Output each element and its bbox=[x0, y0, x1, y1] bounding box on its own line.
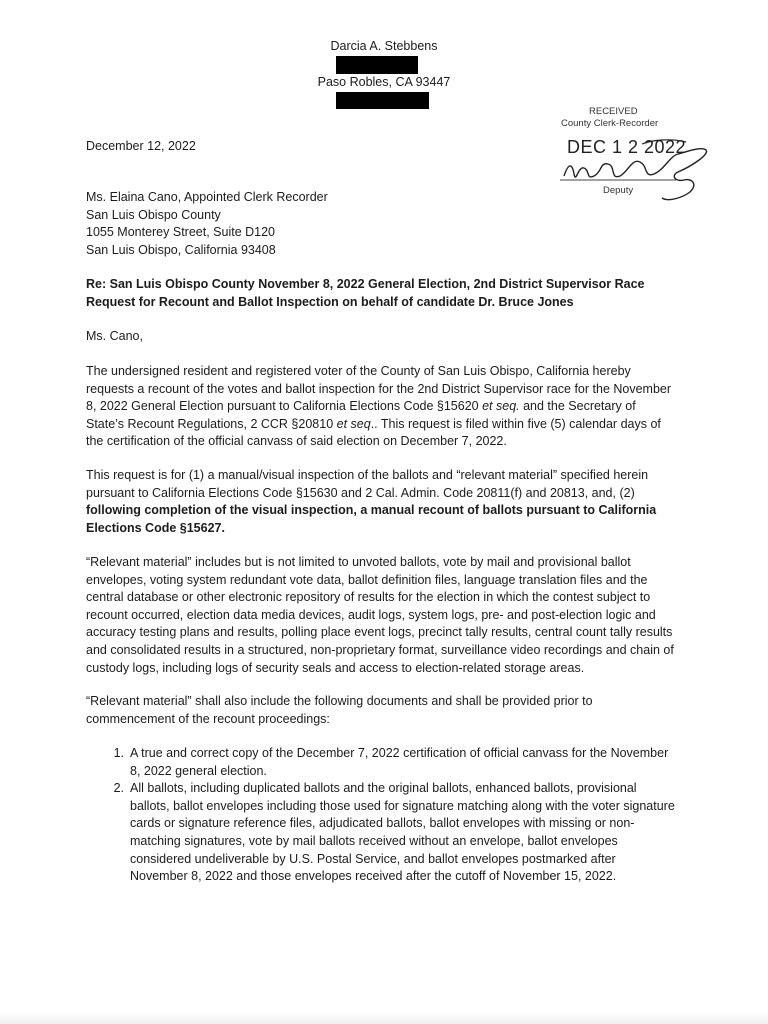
recipient-line: San Luis Obispo County bbox=[86, 207, 221, 222]
recipient-line: Ms. Elaina Cano, Appointed Clerk Recorder bbox=[86, 190, 328, 204]
sender-name: Darcia A. Stebbens bbox=[330, 39, 438, 53]
list-text: All ballots, including duplicated ballots and the original ballots, enhanced ballots, provisional ballots, ballot envelopes including those used for signature matching along with the voter signature cards or signature reference files, adjudicated ballots, ballot envelopes with missing or non-matching signatures, vote by mail ballots received without an envelope, ballot envelopes considered undeliverable by U.S. Postal Service, and ballot envelopes postmarked after November 8, 2022 and those envelopes received after the cutoff of November 15, 2022. bbox=[130, 781, 675, 884]
scan-bottom-edge bbox=[0, 1012, 768, 1024]
para1-text: .. This request is filed within five (5) calendar days of the certification of the official canvass of said election on December 7, 2022. bbox=[86, 416, 661, 449]
list-number: 2. bbox=[113, 781, 124, 796]
recipient-line: San Luis Obispo, California 93408 bbox=[86, 242, 276, 257]
paragraph-relevant-material: “Relevant material” includes but is not limited to unvoted ballots, vote by mail and provisional ballot envelopes, voting system redundant vote data, ballot definition files, language translation files and the central database or other electronic repository of results for the election in which the contest subject to recount occurred, election data media devices, audit logs, system logs, pre- and post-election logic and accuracy testing plans and results, polling place event logs, precinct tally results, central count tally results and consolidated results in a structured, non-proprietary format, surveillance video recordings and chain of custody logs, including logs of security seals and access to election-related storage areas. bbox=[86, 555, 674, 675]
stamp-deputy: Deputy bbox=[603, 185, 634, 196]
paragraph-scope bbox=[86, 467, 676, 537]
document-list bbox=[86, 745, 676, 886]
para1-em: et seq bbox=[336, 416, 371, 431]
subject-line bbox=[86, 276, 726, 311]
paragraph-request bbox=[86, 363, 676, 451]
redacted-address-line bbox=[336, 56, 418, 74]
stamp-office: County Clerk-Recorder bbox=[561, 118, 659, 129]
recipient-line: 1055 Monterey Street, Suite D120 bbox=[86, 225, 276, 240]
para2-bold: following completion of the visual inspection, a manual recount of ballots pursuant to California Elections Code §15627. bbox=[86, 503, 657, 535]
recipient-address bbox=[86, 189, 676, 259]
para1-text: The undersigned resident and registered voter of the County of San Luis Obispo, California hereby requests a recount of the votes and ballot inspection for the 2nd District Supervisor race for the November 8, 2022 General Election pursuant to California Elections Code §15620 bbox=[86, 364, 672, 414]
subject-line-1: Re: San Luis Obispo County November 8, 2022 General Election, 2nd District Supervisor Race bbox=[86, 277, 645, 291]
para1-text: and the Secretary of State’s Recount Regulations, 2 CCR §20810 bbox=[86, 399, 636, 431]
subject-line-2: Request for Recount and Ballot Inspection on behalf of candidate Dr. Bruce Jones bbox=[86, 294, 574, 309]
stamp-received: RECEIVED bbox=[589, 106, 638, 117]
redacted-phone-line bbox=[336, 92, 429, 109]
letter-date: December 12, 2022 bbox=[86, 139, 196, 153]
list-item bbox=[86, 780, 676, 886]
sender-city: Paso Robles, CA 93447 bbox=[317, 75, 451, 89]
list-number: 1. bbox=[113, 746, 124, 760]
paragraph-documents: “Relevant material” shall also include the following documents and shall be provided prior to commencement of the recount proceedings: bbox=[86, 694, 593, 726]
para2-text: This request is for (1) a manual/visual inspection of the ballots and “relevant material” specified herein pursuant to California Elections Code §15630 and 2 Cal. Admin. Code 20811(f) and 20813, and, (2) bbox=[86, 468, 649, 500]
list-item bbox=[86, 745, 676, 780]
list-text: A true and correct copy of the December 7, 2022 certification of official canvass for the November 8, 2022 general election. bbox=[130, 746, 669, 778]
stamp-date: DEC 1 2 2022 bbox=[567, 137, 687, 157]
para1-em: et seq. bbox=[482, 399, 520, 414]
salutation: Ms. Cano, bbox=[86, 329, 143, 343]
